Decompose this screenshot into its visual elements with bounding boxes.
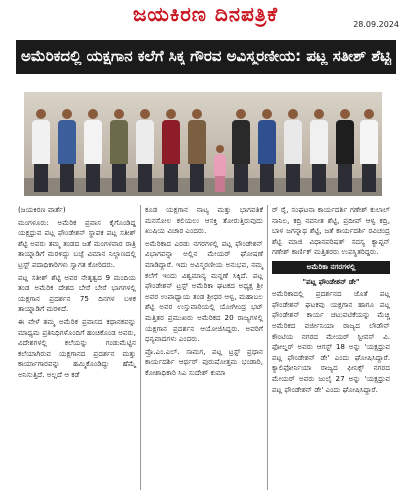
paragraph: ಪ್ರೊ.ಎಂ.ಎಲ್. ಸಾಮಗ, ಪಟ್ಲ ಟ್ರಸ್ಟ್ ಪ್ರಧಾನ ಕಾರ್ಯದರ್ಶಿ ಆರ್ಥರ್ ಪುರುಷೋತ್ತಮ ಭಂಡಾರಿ, ಕೋಶಾಧಿಕಾರಿ ಸಿಎ ಸುದೇಶ್ ಕುಮಾ (145, 346, 263, 377)
newspaper-name: ಜಯಕಿರಣ ದಿನಪತ್ರಿಕೆ (132, 2, 279, 26)
photo-person (32, 109, 50, 192)
masthead (0, 0, 411, 34)
photo-person (84, 109, 102, 192)
paragraph: ಅಮೆರಿಕಾದಲ್ಲಿ ಪ್ರದರ್ಶನದ ಜೊತೆ ಪಟ್ಲ ಫೌಂಡೇಶನ್ ಘಟಕವು ಯಕ್ಷಗಾನ ಹಾಗೂ ಪಟ್ಲ ಫೌಂಡೇಶನ್ ಕಾರ್ಯ ಚಟುವಟಿಕೆಯನ್ನು ಮೆಚ್ಚಿ ಅಮೆರಿಕದ ವರ್ಜೀನಿಯಾ ರಾಜ್ಯದ ಲೌಡೌನ್ ಕೌಂಟಿಯ ನಗರದ ಮೇಯರ್ ಸ್ಟೀವನ್ ವಿ. ಫೋಲ್ಡರ್ ಅವರು ಆಗಸ್ಟ್ 18 ಅನ್ನು 'ಯಕ್ಷಧ್ರುವ ಪಟ್ಲ ಫೌಂಡೇಶನ್ ಡೇ' ಎಂದು ಘೋಷಿಸಿದ್ದಾರೆ. ಕ್ಯಾಲಿಫೋರ್ನಿಯಾ ರಾಜ್ಯದ ಫೀನಿಕ್ಸ್ ನಗರದ ಮೇಯರ್ ಅವರು ಜುಲೈ 27 ಅನ್ನು 'ಯಕ್ಷಧ್ರುವ ಪಟ್ಲ ಫೌಂಡೇಶನ್ ಡೇ' ಎಂದು ಘೋಷಿಸಿದ್ದಾರೆ. (272, 289, 390, 394)
photo-person (136, 109, 154, 192)
photo-person (162, 109, 180, 192)
paragraph: ರ್ ರೈ, ಸಂಘಟನಾ ಕಾರ್ಯದರ್ಶಿ ಗಣೇಶ್ ಕುಲಾಲ್ ನಾನಿಲ, ಕದ್ರಿ ನವನೀತ ಶೆಟ್ಟಿ, ಪ್ರದೀಪ್ ಆಳ್ವ ಕದ್ರಿ, ಬಾಳ ಜಗನ್ನಾಥ ಶೆಟ್ಟಿ, ಜತೆ ಕಾರ್ಯದರ್ಶಿ ರವಿಚಂದ್ರ ಶೆಟ್ಟಿ ಮಾಜಿ ವಿಧಾನಪರಿಷತ್ ಸದಸ್ಯ ಕ್ಯಾಪ್ಟನ್ ಗಣೇಶ್ ಕಾರ್ಣಿಕ್ ಮತ್ತಿತರರು ಉಪಸ್ಥಿತರಿದ್ದರು. (272, 205, 390, 257)
photo-person (336, 109, 354, 192)
headline: ಅಮೆರಿಕದಲ್ಲಿ ಯಕ್ಷಗಾನ ಕಲೆಗೆ ಸಿಕ್ಕ ಗೌರವ ಅವಿಸ್ಮರಣೀಯ: ಪಟ್ಲ ಸತೀಶ್ ಶೆಟ್ಟಿ (20, 47, 392, 65)
dateline: (ಜಯಕಿರಣ ವಾರ್ತೆ) (18, 205, 66, 214)
subheading-title: "ಪಟ್ಲ ಫೌಂಡೇಶನ್ ಡೇ" (302, 276, 360, 286)
paragraph: ಪಟ್ಲ ಸತೀಶ್ ಶೆಟ್ಟಿ ಅವರ ನೇತೃತ್ವದ 9 ಮಂದಿಯ ತಂಡ ಅಮೆರಿಕ ದೇಶದ ಬೇರೆ ಬೇರೆ ಭಾಗಗಳಲ್ಲಿ ಯಕ್ಷಗಾನ ಪ್ರದರ್ಶನ 75 ದಿನಗಳ ಬಳಿಕ ತಾಯ್ನಾಡಿಗೆ ಮರಳಿದೆ. (18, 272, 136, 314)
article-column-1 (18, 205, 136, 383)
article-column-2 (145, 205, 263, 381)
photo-person (232, 109, 250, 192)
group-photo (24, 92, 382, 196)
photo-person (284, 109, 302, 192)
paragraph: ಅಮೆರಿಕಾದ ಎರಡು ನಗರಗಳಲ್ಲಿ ಪಟ್ಲ ಫೌಂಡೇಶನ್ ವಿಭಾಗವನ್ನಾ ಅಲ್ಲಿನ ಮೇಯರ್ ಘೋಷಣೆ ಮಾಡಿದ್ದಾರೆ. ಇದು ಅವಿಸ್ಮರಣೀಯ ಅನುಭವ, ನಮ್ಮ ಕಲೆಗೆ ಇಂದು ವಿಶ್ವಮಾನ್ಯ ಮನ್ನಣೆ ಸಿಕ್ಕಿದೆ. ಪಟ್ಲ ಫೌಂಡೇಶನ್ ಟ್ರಸ್ಟ್ ಅಮೆರಿಕಾ ಘಟಕದ ಅಧ್ಯಕ್ಷ ಶ್ರೀ ಅವರ ಉಪಾಧ್ಯಾಯ ತಂಡ ಶ್ರೀಧರ ಆಳ್ವ, ಮಹಾಬಲ ಶೆಟ್ಟಿ ಅವರ ಉಸ್ತುವಾರಿಯಲ್ಲಿ ಯೋಗೀಂದ್ರ ಭಟ್ ಮತ್ತಿತರ ಪ್ರಮುಖರು ಅಮೆರಿಕದ 20 ರಾಜ್ಯಗಳಲ್ಲಿ ಯಕ್ಷಗಾನ ಪ್ರದರ್ಶನ ಆಯೋಜಿಸಿದ್ದರು. ಅವರಿಗೆ ಧನ್ಯವಾದಗಳು ಎಂದರು. (145, 238, 263, 344)
article-column-3 (272, 205, 390, 397)
photo-person (58, 109, 76, 192)
photo-person (310, 109, 328, 192)
issue-date: 28.09.2024 (353, 20, 399, 29)
photo-child (214, 145, 226, 192)
paragraph: ಈ ವೇಳೆ ತಮ್ಮ ಅಮೆರಿಕ ಪ್ರವಾಸದ ಕಥಾನಕವನ್ನು ಮಾಧ್ಯಮ ಪ್ರತಿನಿಧಿಗಳೊಂದಿಗೆ ಹಂಚಿಕೊಂಡ ಅವರು, ವಿದೇಶಗಳಲ್ಲಿ ಕಲೆಯನ್ನು ಗಂಡುಮೆಟ್ಟಿನ ಕಲೆಯಾಗಿರುವ ಯಕ್ಷಗಾನದ ಪ್ರದರ್ಶನ ಮತ್ತು ಕಾರ್ಯಾಗಾರವನ್ನು ಹಮ್ಮಿಕೊಂಡಿದ್ದು ಹೆಮ್ಮೆ ಅನಿಸುತ್ತಿದೆ. ಅಲ್ಲದೆ ಆ ಕಡೆ (18, 316, 136, 379)
photo-person (360, 109, 378, 192)
photo-person (258, 109, 276, 192)
column-divider (267, 205, 268, 490)
subheading: ಅಮೆರಿಕಾ ನಗರಗಳಲ್ಲಿ (272, 261, 390, 274)
photo-person (110, 109, 128, 192)
column-divider (140, 205, 141, 490)
photo-person (188, 109, 206, 192)
paragraph: ಮಂಗಳೂರು: ಅಮೆರಿಕ ಪ್ರವಾಸ ಕೈಗೊಂಡಿದ್ದ ಯಕ್ಷಧ್ರುವ ಪಟ್ಲ ಫೌಂಡೇಶನ್ ಸ್ಥಾಪಕ ಪಟ್ಲ ಸತೀಶ್ ಶೆಟ್ಟಿ ಅವರು ತಮ್ಮ ತಂಡದ ಜತೆ ಮಂಗಳವಾರ ರಾತ್ರಿ ತಾಯ್ನಾಡಿಗೆ ಮರಳಿದ್ದು ಬಜ್ಪೆ ವಿಮಾನ ನಿಲ್ದಾಣದಲ್ಲಿ ಟ್ರಸ್ಟ್ ಪದಾಧಿಕಾರಿಗಳು ಸ್ವಾಗತ ಕೋರಿದರು. (18, 217, 136, 269)
headline-band (16, 40, 396, 74)
paragraph: ಕೂಡ ಯಕ್ಷಗಾನ ನಾಟ್ಯ ಮತ್ತು ಭಾಗವತಿಕೆ ಮನಸೋಲ ಕಲಿಯಲು ಆಸಕ್ತಿ ತೋರುತ್ತಿರುವುದು ಖುಷಿಯ ವಿಚಾರ ಎಂದರು. (145, 205, 263, 236)
